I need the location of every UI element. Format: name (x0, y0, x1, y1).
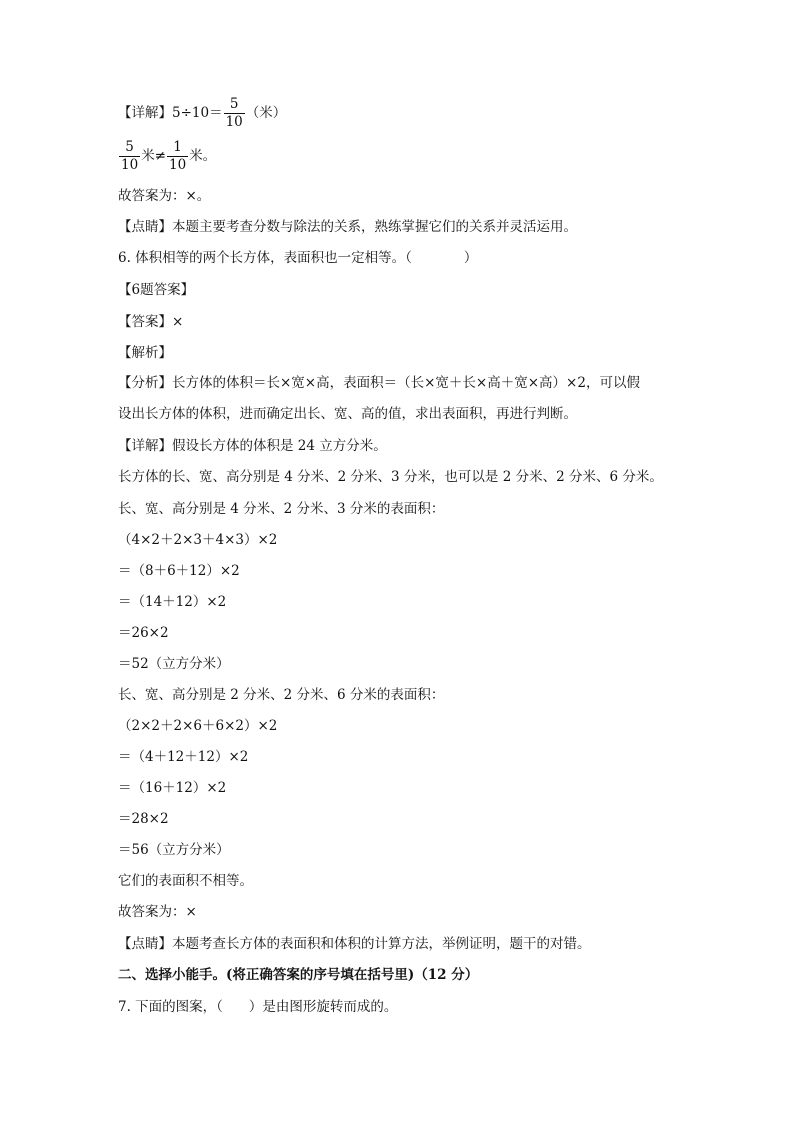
q6-analysis-header: 【解析】 (118, 345, 172, 361)
q7-question-rest: ）是由图形旋转而成的。 (248, 999, 398, 1015)
section-2-title: 二、选择小能手。(将正确答案的序号填在括号里)（12 分） (118, 967, 479, 983)
q5-compare-line (118, 139, 216, 174)
q5-comment: 【点睛】本题主要考查分数与除法的关系，熟练掌握它们的关系并灵活运用。 (118, 219, 577, 235)
q5-compare-fraction-2: $\frac{1}{10}$ (169, 139, 187, 173)
q6-calc1-title: 长、宽、高分别是 4 分米、2 分米、3 分米的表面积： (118, 501, 445, 517)
q6-calc1-step: ＝（14＋12）×2 (118, 594, 227, 610)
q6-calc1-step: ＝（8＋6＋12）×2 (118, 563, 240, 579)
q6-answer-header: 【6题答案】 (118, 282, 195, 298)
q7-question-text: 7. 下面的图案，（ (118, 999, 223, 1015)
q6-calc2-step: ＝28×2 (118, 811, 169, 827)
q6-calc2-step: ＝56（立方分米） (118, 842, 230, 858)
q6-analysis-line-1: 【分析】长方体的体积＝长×宽×高，表面积＝（长×宽＋长×高＋宽×高）×2，可以假 (118, 375, 640, 391)
q6-detail-line-2: 长方体的长、宽、高分别是 4 分米、2 分米、3 分米，也可以是 2 分米、2 分米、6 分米。 (118, 469, 663, 485)
q6-calc1-step: ＝52（立方分米） (118, 656, 230, 672)
q6-question-close: ） (463, 250, 478, 266)
q6-calc2-title: 长、宽、高分别是 2 分米、2 分米、6 分米的表面积： (118, 687, 445, 703)
q5-detail-prefix: 【详解】5÷10＝ (118, 105, 223, 121)
q5-detail-suffix: （米） (245, 105, 287, 121)
q6-question-text: 6. 体积相等的两个长方体，表面积也一定相等。（ (118, 250, 412, 266)
q5-answer: 故答案为：×。 (118, 188, 211, 204)
q6-question (118, 249, 477, 267)
q6-calc2-step: （2×2＋2×6＋6×2）×2 (118, 718, 278, 734)
q6-calc2-step: ＝（16＋12）×2 (118, 780, 227, 796)
q6-comment: 【点睛】本题考查长方体的表面积和体积的计算方法，举例证明，题干的对错。 (118, 936, 591, 952)
q6-detail-line-1: 【详解】假设长方体的体积是 24 立方分米。 (118, 438, 387, 454)
q6-analysis-line-2: 设出长方体的体积，进而确定出长、宽、高的值，求出表面积，再进行判断。 (118, 406, 577, 422)
q6-conclusion: 它们的表面积不相等。 (118, 873, 253, 889)
q6-final-answer: 故答案为：× (118, 904, 197, 920)
q5-compare-mid: 米≠ (141, 148, 166, 164)
q5-detail-line (118, 96, 286, 131)
q7-question (118, 998, 397, 1016)
q5-compare-suffix: 米。 (189, 148, 217, 164)
q6-calc2-step: ＝（4＋12＋12）×2 (118, 749, 249, 765)
q6-calc1-step: ＝26×2 (118, 625, 169, 641)
q6-calc1-step: （4×2＋2×3＋4×3）×2 (118, 532, 278, 548)
q6-answer: 【答案】× (118, 314, 184, 330)
q5-detail-fraction: $\frac{5}{10}$ (225, 96, 243, 130)
q5-compare-fraction-1: $\frac{5}{10}$ (121, 139, 139, 173)
